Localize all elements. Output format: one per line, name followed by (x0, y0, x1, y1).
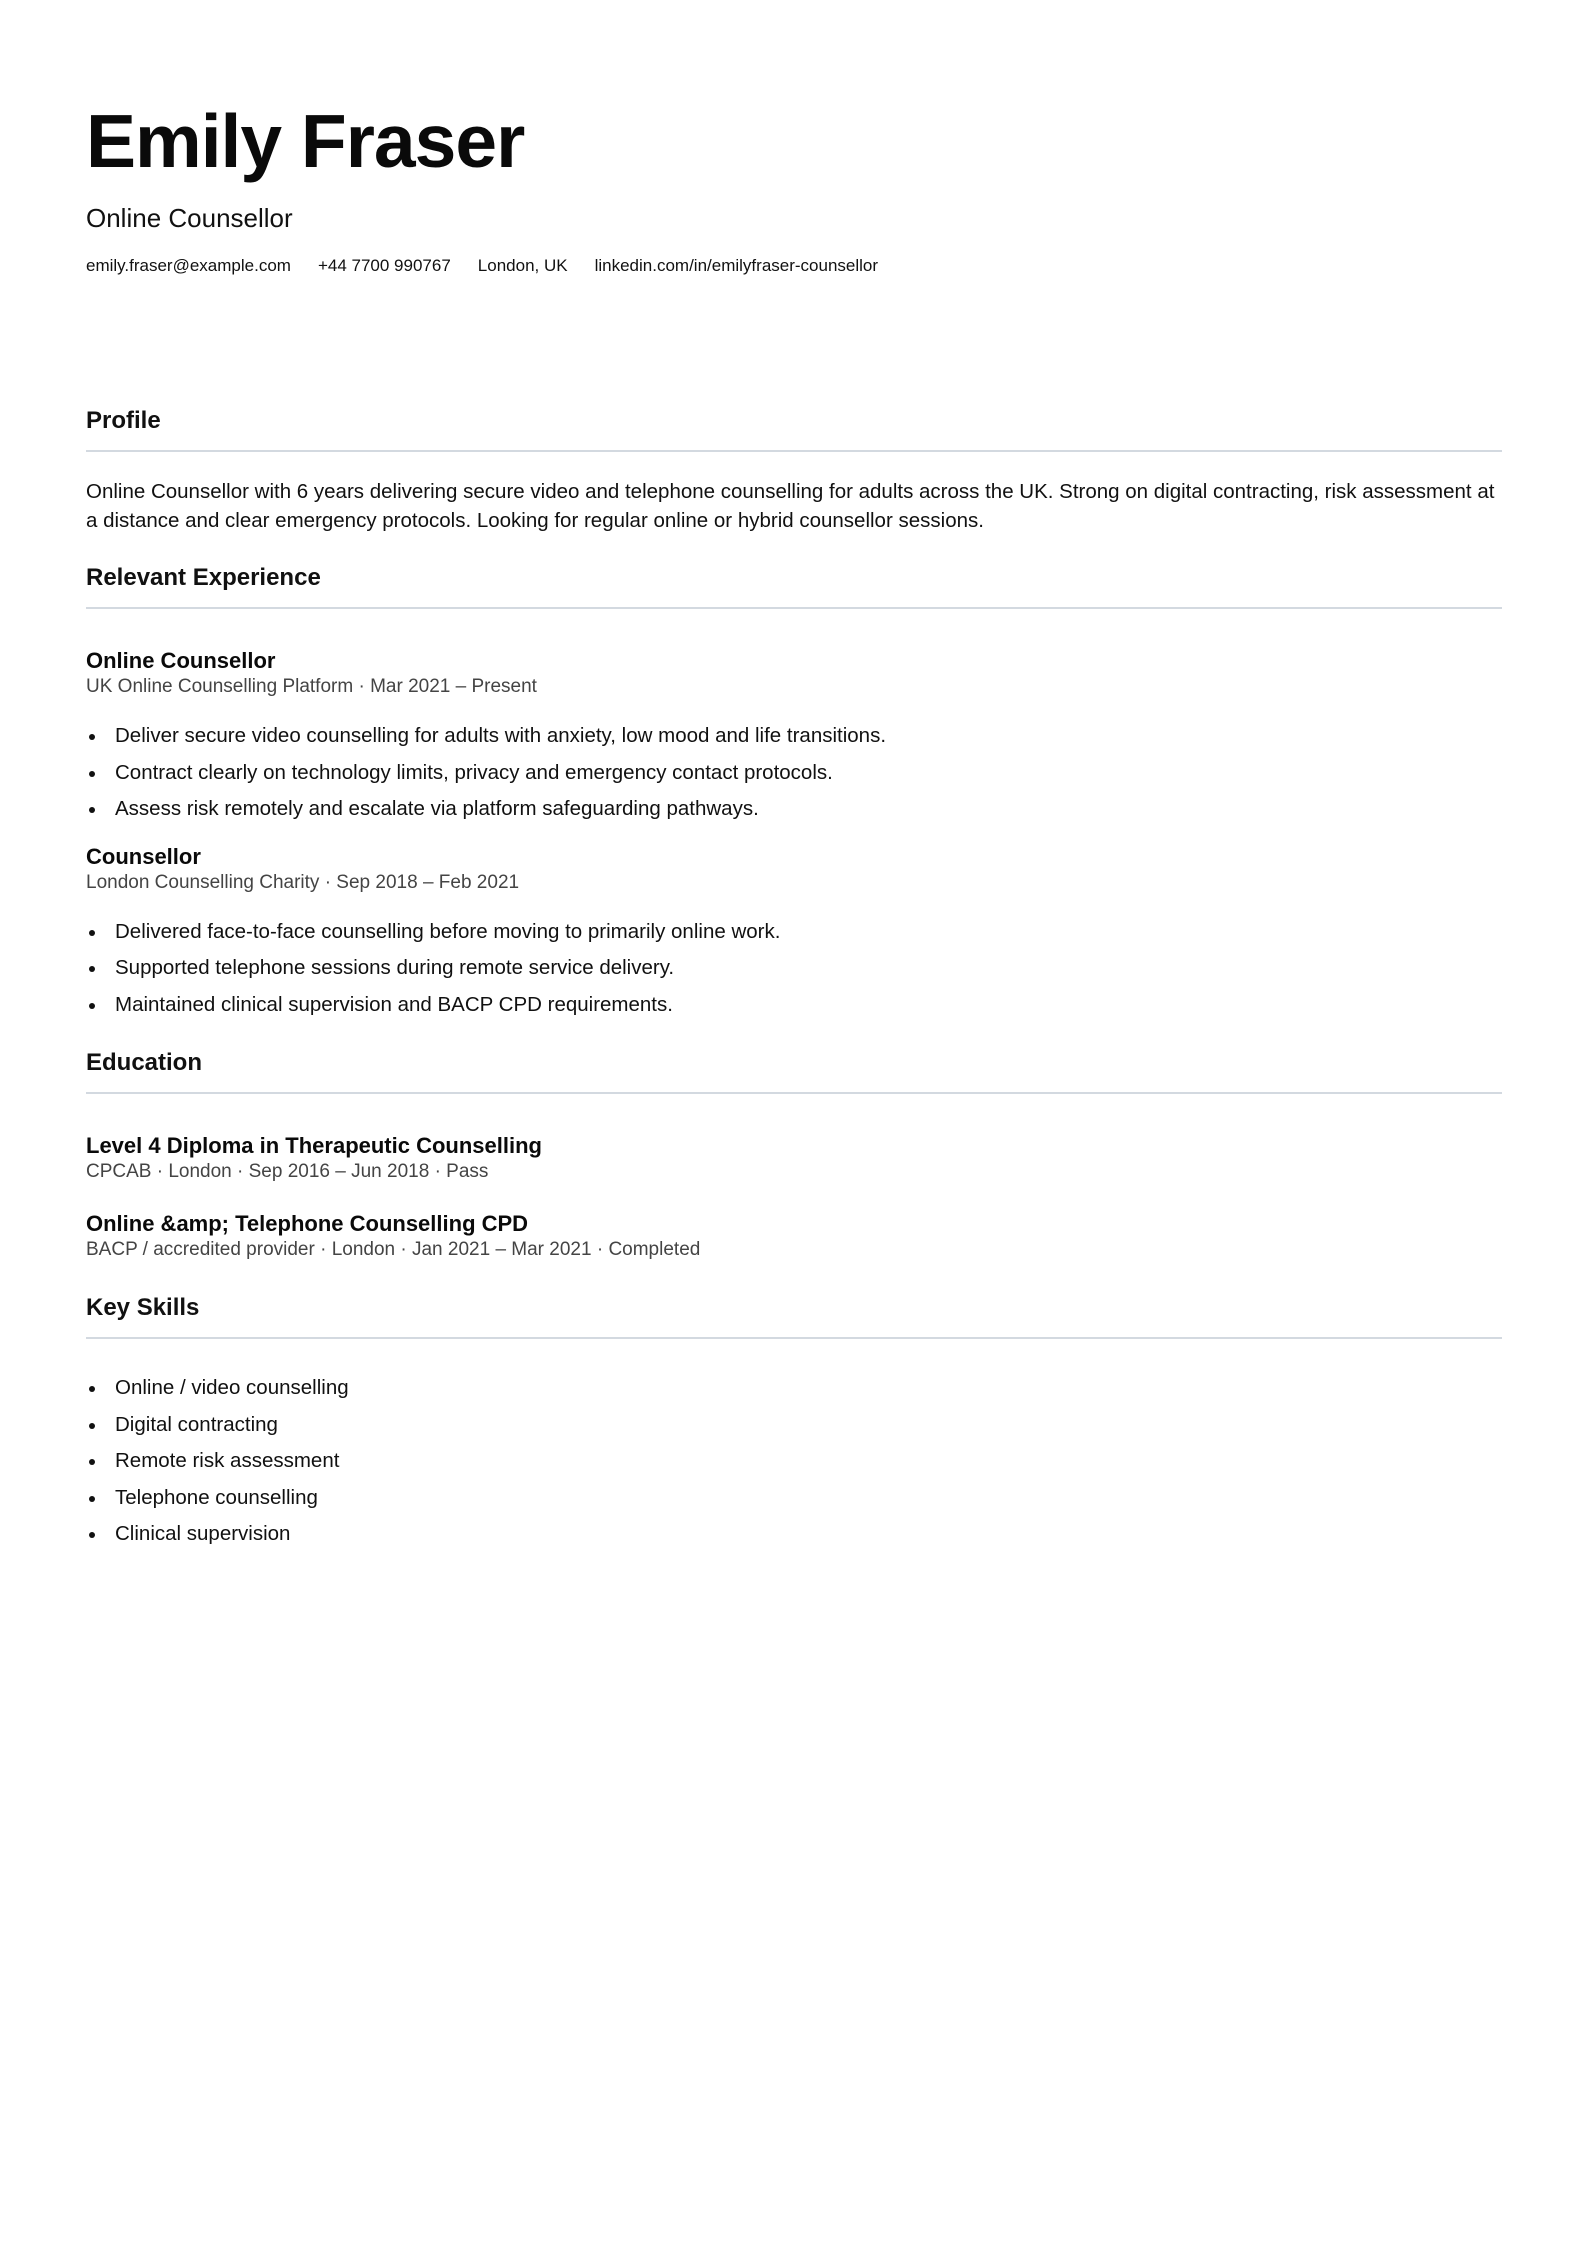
skill-item: Telephone counselling (86, 1480, 1502, 1517)
contact-linkedin[interactable]: linkedin.com/in/emilyfraser-counsellor (594, 256, 879, 275)
contact-email[interactable]: emily.fraser@example.com (86, 256, 291, 275)
skills-section (86, 1292, 1502, 1553)
skill-item: Online / video counselling (86, 1370, 1502, 1407)
job-role: Online Counsellor (86, 648, 276, 673)
skill-item: Digital contracting (86, 1407, 1502, 1444)
job-entry (86, 647, 1502, 828)
section-divider (86, 450, 1502, 452)
contact-location: London, UK (477, 256, 568, 275)
skill-item: Clinical supervision (86, 1516, 1502, 1553)
education-qualification: Level 4 Diploma in Therapeutic Counselling (86, 1133, 542, 1158)
job-entry (86, 843, 1502, 1024)
job-bullet: Maintained clinical supervision and BACP CPD requirements. (86, 987, 1502, 1024)
job-bullet: Delivered face-to-face counselling before moving to primarily online work. (86, 914, 1502, 951)
profile-section (86, 405, 1502, 535)
section-title-profile: Profile (86, 407, 161, 434)
section-title-skills: Key Skills (86, 1294, 200, 1321)
contact-line (86, 255, 1502, 277)
section-title-education: Education (86, 1049, 203, 1076)
education-section (86, 1047, 1502, 1262)
education-entry (86, 1210, 1502, 1262)
section-divider (86, 1337, 1502, 1339)
skills-list (86, 1370, 1502, 1553)
section-title-experience: Relevant Experience (86, 564, 321, 591)
contact-phone[interactable]: +44 7700 990767 (317, 256, 451, 275)
job-role: Counsellor (86, 843, 201, 869)
job-bullets (86, 718, 1502, 828)
section-divider (86, 1092, 1502, 1094)
job-bullets (86, 914, 1502, 1024)
profile-summary: Online Counsellor with 6 years delivering secure video and telephone counselling for adults across the UK. Strong on digital contracting, risk assessment at a distance and clear emergency protocols. Looking for regular online or hybrid counsellor sessions. (86, 480, 1495, 532)
job-meta: UK Online Counselling Platform · Mar 2021 – Present (86, 676, 537, 697)
candidate-name: Emily Fraser (86, 99, 525, 183)
education-meta: CPCAB · London · Sep 2016 – Jun 2018 · Pass (86, 1161, 489, 1182)
education-meta: BACP / accredited provider · London · Jan 2021 – Mar 2021 · Completed (86, 1239, 701, 1260)
section-divider (86, 607, 1502, 609)
job-meta: London Counselling Charity · Sep 2018 – Feb 2021 (86, 871, 520, 893)
job-bullet: Contract clearly on technology limits, privacy and emergency contact protocols. (86, 755, 1502, 792)
candidate-headline: Online Counsellor (86, 203, 293, 233)
job-bullet: Supported telephone sessions during remote service delivery. (86, 950, 1502, 987)
skill-item: Remote risk assessment (86, 1443, 1502, 1480)
job-bullet: Assess risk remotely and escalate via platform safeguarding pathways. (86, 791, 1502, 828)
education-entry (86, 1132, 1502, 1184)
experience-section (86, 562, 1502, 1023)
resume-header (86, 95, 1502, 277)
education-qualification: Online &amp; Telephone Counselling CPD (86, 1211, 529, 1236)
job-bullet: Deliver secure video counselling for adults with anxiety, low mood and life transitions. (86, 718, 1502, 755)
